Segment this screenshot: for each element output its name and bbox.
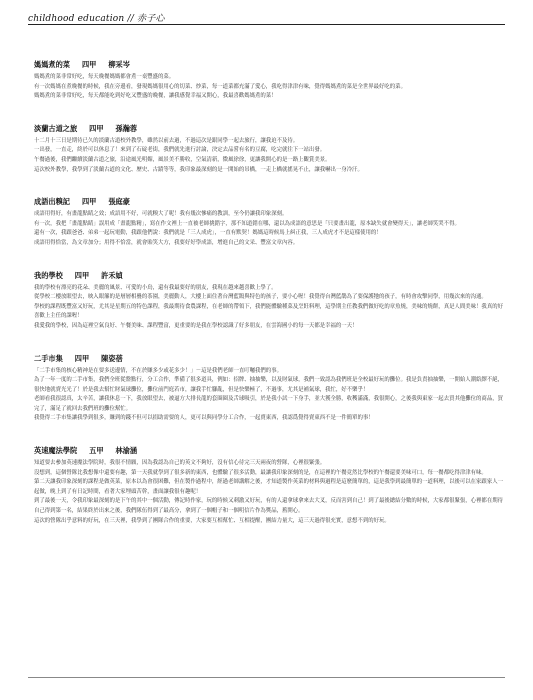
article-paragraph: 沒想到，這個營隊比我想像中還要有趣，第一天我就學到了很多新的東西，也體驗了很多活動，最讓我印象深刻的是，在這裡的午餐竟然比學校的午餐還要美味可口，每一餐都吃得津津有味。 xyxy=(34,469,487,476)
article-heading: 成語出糗記 xyxy=(34,197,70,207)
article-paragraph: 我的學校有漂亮的花朵、美麗的風景、可愛的小鳥，還有我最要好的朋友，我現在越來越喜歡上學了。 xyxy=(34,284,277,291)
article-title xyxy=(34,124,503,134)
article-paragraph: 這次校外教學，我學到了淡蘭古道的文化、歷史、古蹟等等，我印象最深刻的是一開始的吊橋，一走上橋就搖晃不止，讓我嚇出一身冷汗。 xyxy=(34,166,363,173)
article-class: 四甲 xyxy=(81,60,97,69)
article-paragraph: 第二天讓我印象深刻的課程是做英菜，原本以為會很困難，但在製作過程中，經過老師講解之後，才知道製作英菜的材料與過程是這麼簡單的，這是我學到最簡單的一道料理，以後可以在家跟家人一起做，晚上到了有日記時間，看著大家埋頭苦幹，畫面讓我很有趣呢！ xyxy=(34,479,503,495)
article-paragraph: 成語用得好，有畫龍點睛之效；成語用不好，可就糗大了呢！我有幾次慘痛的教訓，至今仍讓我印象深刻。 xyxy=(34,211,288,218)
article-author: 陳姿蓓 xyxy=(101,353,123,363)
article-paragraph: 午餐過後，我們繼續淡蘭古道之旅，沿途風光明媚，風景美不勝收，空氣清新，微風徐徐，更讓我開心的是一路上觀賞美景。 xyxy=(34,156,331,163)
article-title xyxy=(34,271,503,281)
article-paragraph: 從學校二樓放眼望去，映入眼簾的是層層相疊的茶園，美麗動人，大樓上面住著台灣藍鵲與特色的孩子，要小心喔！我覺得台灣藍鵲為了要保護牠的孩子，有時會攻擊同學，用幾次來的沟通。 xyxy=(34,294,487,301)
article xyxy=(34,271,503,332)
article xyxy=(34,124,503,175)
article-heading: 媽媽煮的菜 xyxy=(34,60,70,69)
article-paragraph: 知道要去參加英速魔法學院時，我很不情願，因為我認為自己的英文不夠好，沒有信心待完三天兩夜的營隊，心裡很緊張。 xyxy=(34,460,326,467)
article-title xyxy=(34,354,503,364)
article-paragraph: 有一次媽媽在煮晚餐的時候，我在旁邊看，發現媽媽很用心的切菜、炒菜，每一道菜都充滿了愛心，我吃得津津有味，覺得媽媽煮的菜是全世界最好吃的菜。 xyxy=(34,83,406,90)
article-title xyxy=(34,60,503,70)
article xyxy=(34,60,503,102)
article-heading: 淡蘭古道之旅 xyxy=(34,123,78,133)
article xyxy=(34,354,503,425)
article-class: 四甲 xyxy=(81,197,97,207)
article-paragraph: 我愛我的學校，因為這裡空氣良好、午餐美味、課程豐富，更重要的是我在學校認識了好多朋友，在雲海國小的每一天都是幸福的一天！ xyxy=(34,322,358,329)
article-paragraph: 還有一次，我跟爸爸、弟弟一起玩電動，我跟他們說：我們就是「三人成虎」，一直有默契！媽媽這時候馬上糾正我，三人成虎才不是這樣使用的！ xyxy=(34,230,382,237)
article-paragraph: 媽媽煮的菜非常好吃，每天晚餐媽媽都會煮一桌豐盛的菜。 xyxy=(34,74,175,80)
article-class: 四甲 xyxy=(74,353,90,363)
article-paragraph: 我覺得二手市集讓我學到很多，賺到的錢不但可以捐助需要的人，更可以與同學分工合作，一起賣東西，我認爲覺得賣東西不是一件簡單的事！ xyxy=(34,415,374,422)
header-divider xyxy=(28,24,505,25)
article-author: 孫瀚蓉 xyxy=(115,123,138,133)
article-paragraph: 「二手市集的核心精神是在要多送邊情，不在於賺多少或花多少！」－這是我們老師一直叮囑我們的事。 xyxy=(34,367,282,374)
article-paragraph: 這次的營隊出乎意料的好玩，在三天裡，我學到了團隊合作的重要，大家要互相幫忙、互相提醒，團結力量大，這三天過得很充實，意想不到的好玩。 xyxy=(34,517,390,524)
article-heading: 二手市集 xyxy=(34,353,63,363)
article-heading: 我的學校 xyxy=(34,270,63,280)
article-title xyxy=(34,197,503,207)
article xyxy=(34,197,503,248)
footer-divider xyxy=(28,677,505,678)
article-heading: 英速魔法學院 xyxy=(34,446,78,456)
article-paragraph: 到了最後一天，令我印象最深刻的是下午的其中一個活動，傳記時作家，玩的時候又刺激又好玩，有的人還拿球拿來去大叉，反而害到自己！到了最後總結分數的時候，大家都很緊張，心裡都在期待自己得到第一名，結果終於出來之後，我們隊伍得到了最高分，拿到了一個帽子和一個明信片作為獎品，舊開心。 xyxy=(34,498,503,515)
header-title: childhood education // 赤子心 xyxy=(28,14,165,24)
article-class: 五甲 xyxy=(89,446,104,456)
article-paragraph: 十二月十三日是期待已久的淡蘭古道校外教學，雖然以前去過，不過這次是跟同學一起去旅行，讓我迫不及待。 xyxy=(34,137,299,144)
article-paragraph: 一出發，一直走，終於可以休息了！來到了石碇老街，我們就先進行討論，決定去品嘗有名的豆腐，吃完就往下一站出發。 xyxy=(34,147,326,154)
article-paragraph: 學校的課程既豐富又好玩，尤其是星期五的特色課程，我最期待食農課程，在老師的帶領下，我們能體驗種菜及烹飪料理，這學期主任教我們做好吃的章魚燒，美味的燒餅，真是人間美味！我真的好喜歡上主任的課喔！ xyxy=(34,303,503,320)
article-author: 許禾媜 xyxy=(101,270,123,280)
article-paragraph: 為了一年一度的二手市集，我們全班從盤點行，分工合作，準備了很多道具，例如：招牌、抽抽樂，以及財氣球，我們一致認為我們班是全校最好玩的攤位。我是負責抽抽樂，一開始人潮絡繹不絕，很快地就賣光光了！於是我去幫忙財氣球攤位，攤位前門庭若市，讓我手忙腳亂，但是快樂極了，不過事，尤其是補氣球，我忙，好不樂乎！ xyxy=(34,377,503,393)
article-author: 林渝涵 xyxy=(115,446,138,456)
article-paragraph: 成語用得恰當，為文章加分；用得不恰當，就會貽笑大方，我要好好學成語，增進自己的文采、豐富文章內容。 xyxy=(34,239,299,246)
article-paragraph: 有一次，我把「畫龍點睛」誤用成「畫龍點精」，寫在作文裡上一直被老師挑錯字，那不知道錯在哪，還以為成語的意思是「只要畫出龍，原本缺失就會變得天」，讓老師笑哭不得。 xyxy=(34,220,460,227)
article-class: 四甲 xyxy=(89,123,104,133)
article-author: 柳采岑 xyxy=(108,60,130,69)
article-paragraph: 老師看我很認真，太辛苦，讓我休息一下，我放眼望去，被逼方大排長龍的套圈圈及舌球吸引，於是我小試一下身手，並大獲全勝，收穫滿滿，我很開心，之後我與東家一起去買其他攤位的商品，買完了，滿足了就回去我們班的攤位幫忙。 xyxy=(34,396,503,412)
article xyxy=(34,446,503,526)
article-author: 張庭豪 xyxy=(108,197,130,207)
article-class: 四甲 xyxy=(74,270,90,280)
article-title xyxy=(34,446,503,456)
article-paragraph: 媽媽煮的菜非常好吃，每天都能吃到好吃又豐盛的晚餐，讓我感覺幸福又開心，我最喜歡媽媽煮的菜！ xyxy=(34,93,277,100)
articles-container xyxy=(34,60,503,548)
